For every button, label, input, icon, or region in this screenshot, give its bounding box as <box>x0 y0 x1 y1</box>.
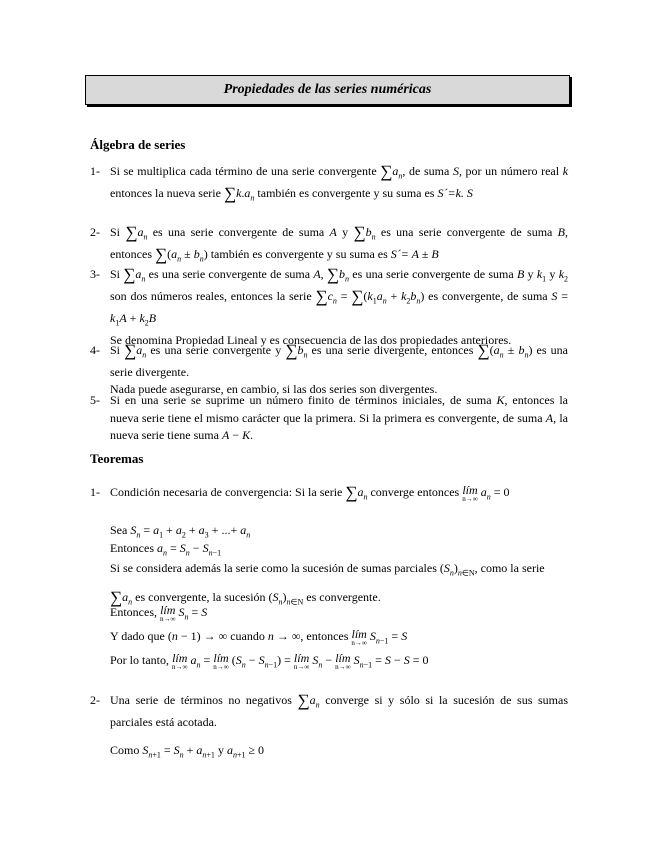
item-number: 2- <box>90 693 100 707</box>
item-text: Si $\sum a_n$ es una serie convergente de suma A y $\sum b_n$ es una serie convergente de suma B, entonces $\sum(a_n \pm b_n)$ también es convergente y su suma es S´= A ± B <box>110 223 568 264</box>
theorem-item <box>90 692 568 731</box>
section-heading-algebra: Álgebra de series <box>90 137 186 152</box>
item-text: Si en una serie se suprime un número finito de términos iniciales, de suma K, entonces la nueva serie tiene el mismo carácter que la primera. Si la primera es convergente, de suma A, la nueva serie tiene suma A − K. <box>110 393 568 442</box>
item-number: 4- <box>90 343 100 357</box>
item-number: 1- <box>90 485 100 499</box>
proof-line: Y dado que (n − 1) → ∞ cuando n → ∞, entonces lím n→∞ $S_{n-1} = S$ <box>110 627 408 647</box>
proof-line: Entonces, lím n→∞ $S_n = S$ <box>110 603 208 623</box>
item-number: 1- <box>90 164 100 178</box>
list-item <box>90 392 568 445</box>
item-number: 2- <box>90 225 100 239</box>
proof-line: Si se considera además la serie como la sucesión de sumas parciales $(S_n)_{n\in N}$, como la serie $\sum a_n$ es convergente, la sucesión $(S_n)_{n\in N}$ es convergente. <box>110 561 545 608</box>
item-text: Una serie de términos no negativos $\sum a_n$ converge si y sólo si la sucesión de sus sumas parciales está acotada. <box>110 691 568 729</box>
item-text: Si se multiplica cada término de una serie convergente $\sum a_n$, de suma S, por un número real k entonces la nueva serie $\sum k.a_n$ también es convergente y su suma es S´=k. S <box>110 162 569 203</box>
proof-line: Sea $S_n = a_1 + a_2 + a_3$ + ...+ $a_n$ <box>110 523 251 540</box>
theorem-item <box>90 484 568 506</box>
item-number: 3- <box>90 267 100 281</box>
item-text: Si $\sum a_n$ es una serie convergente y $\sum b_n$ es una serie divergente, entonces $\sum(a_n \pm b_n)$ es una serie divergente. Nada puede asegurarse, en cambio, si las dos series son divergentes. <box>110 341 568 397</box>
section-heading-teoremas: Teoremas <box>90 451 144 466</box>
item-number: 5- <box>90 393 100 407</box>
item-text: Condición necesaria de convergencia: Si la serie $\sum a_n$ converge entonces lím n→∞ $a_n = 0$ <box>110 483 510 503</box>
item-text: Si $\sum a_n$ es una serie convergente de suma A, $\sum b_n$ es una serie convergente de suma B y $k_1$ y $k_2$ son dos números reales, entonces la serie $\sum c_n = \sum(k_1a_n + k_2b_n)$ es convergente, de suma $S = k_1A + k_2B$ Se denomina Propiedad Lineal y es consecuencia de las dos propiedades anteriores. <box>110 265 569 347</box>
list-item <box>90 163 568 207</box>
list-item <box>90 224 568 268</box>
list-item <box>90 266 568 349</box>
proof-line: Entonces $a_n = S_n - S_{n-1}$ <box>110 541 222 558</box>
proof-line: Por lo tanto, lím n→∞ $a_n$ = lím n→∞ $(S_n - S_{n-1})$ = lím n→∞ $S_n$ − lím n→∞ $S_{n-1} = S - S = 0$ <box>110 651 429 671</box>
proof-line: Como $S_{n+1} = S_n + a_{n+1}$ y $a_{n+1} \ge 0$ <box>110 743 265 760</box>
page-title: Propiedades de las series numéricas <box>85 75 570 105</box>
list-item <box>90 342 568 399</box>
